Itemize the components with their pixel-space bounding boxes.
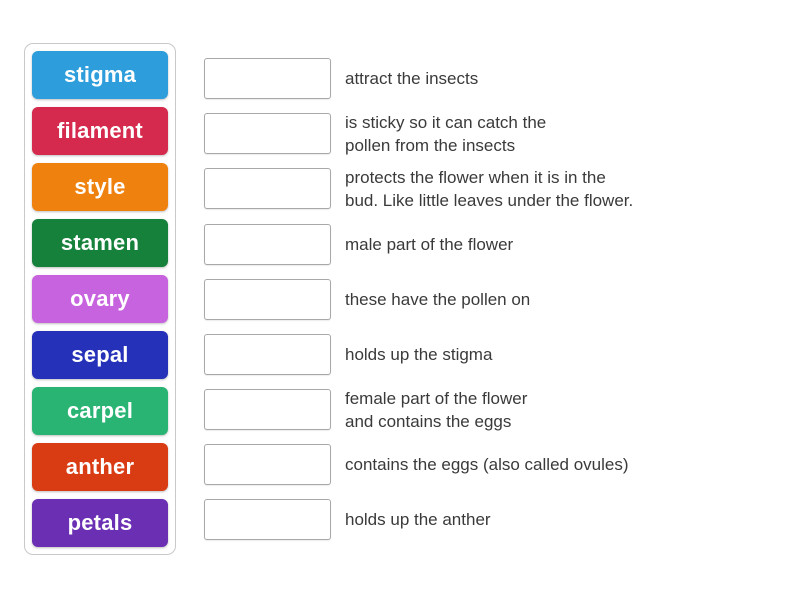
word-tile-stamen[interactable]: stamen (32, 219, 168, 267)
definition-text (345, 166, 633, 212)
match-row (204, 389, 527, 430)
match-row (204, 58, 478, 99)
word-tile-sepal[interactable]: sepal (32, 331, 168, 379)
definition-text (345, 343, 492, 366)
definition-line: attract the insects (345, 69, 479, 88)
word-tile-anther[interactable]: anther (32, 443, 168, 491)
match-row (204, 224, 513, 265)
definition-text (345, 233, 513, 256)
answer-drop-box-7[interactable] (204, 389, 331, 430)
definition-line: protects the flower when it is in the (345, 167, 606, 187)
word-tile-stigma[interactable]: stigma (32, 51, 168, 99)
match-row (204, 444, 629, 485)
definition-text (345, 67, 478, 90)
answer-drop-box-1[interactable] (204, 58, 331, 99)
answer-drop-box-5[interactable] (204, 279, 331, 320)
definition-text (345, 387, 527, 433)
word-tile-ovary[interactable]: ovary (32, 275, 168, 323)
word-tile-carpel[interactable]: carpel (32, 387, 168, 435)
definition-line: holds up the stigma (345, 345, 493, 364)
definition-line: bud. Like little leaves under the flower. (345, 190, 634, 210)
answer-drop-box-6[interactable] (204, 334, 331, 375)
answer-drop-box-2[interactable] (204, 113, 331, 154)
definition-line: these have the pollen on (345, 290, 531, 309)
answer-drop-box-3[interactable] (204, 168, 331, 209)
definition-text (345, 288, 530, 311)
definition-line: contains the eggs (also called ovules) (345, 455, 629, 474)
answer-drop-box-9[interactable] (204, 499, 331, 540)
definition-line: pollen from the insects (345, 135, 516, 155)
definition-line: and contains the eggs (345, 411, 512, 431)
definition-text (345, 111, 546, 157)
match-row (204, 113, 546, 154)
word-tile-petals[interactable]: petals (32, 499, 168, 547)
definition-text (345, 453, 629, 476)
definition-line: is sticky so it can catch the (345, 112, 547, 132)
definition-line: female part of the flower (345, 388, 528, 408)
match-area (204, 0, 784, 600)
match-row (204, 334, 492, 375)
answer-drop-box-8[interactable] (204, 444, 331, 485)
definition-text (345, 508, 491, 531)
word-tile-filament[interactable]: filament (32, 107, 168, 155)
match-row (204, 168, 633, 209)
match-row (204, 499, 491, 540)
word-tile-style[interactable]: style (32, 163, 168, 211)
definition-line: male part of the flower (345, 235, 514, 254)
definition-line: holds up the anther (345, 510, 491, 529)
match-row (204, 279, 530, 320)
answer-drop-box-4[interactable] (204, 224, 331, 265)
word-tile-panel (24, 43, 176, 555)
